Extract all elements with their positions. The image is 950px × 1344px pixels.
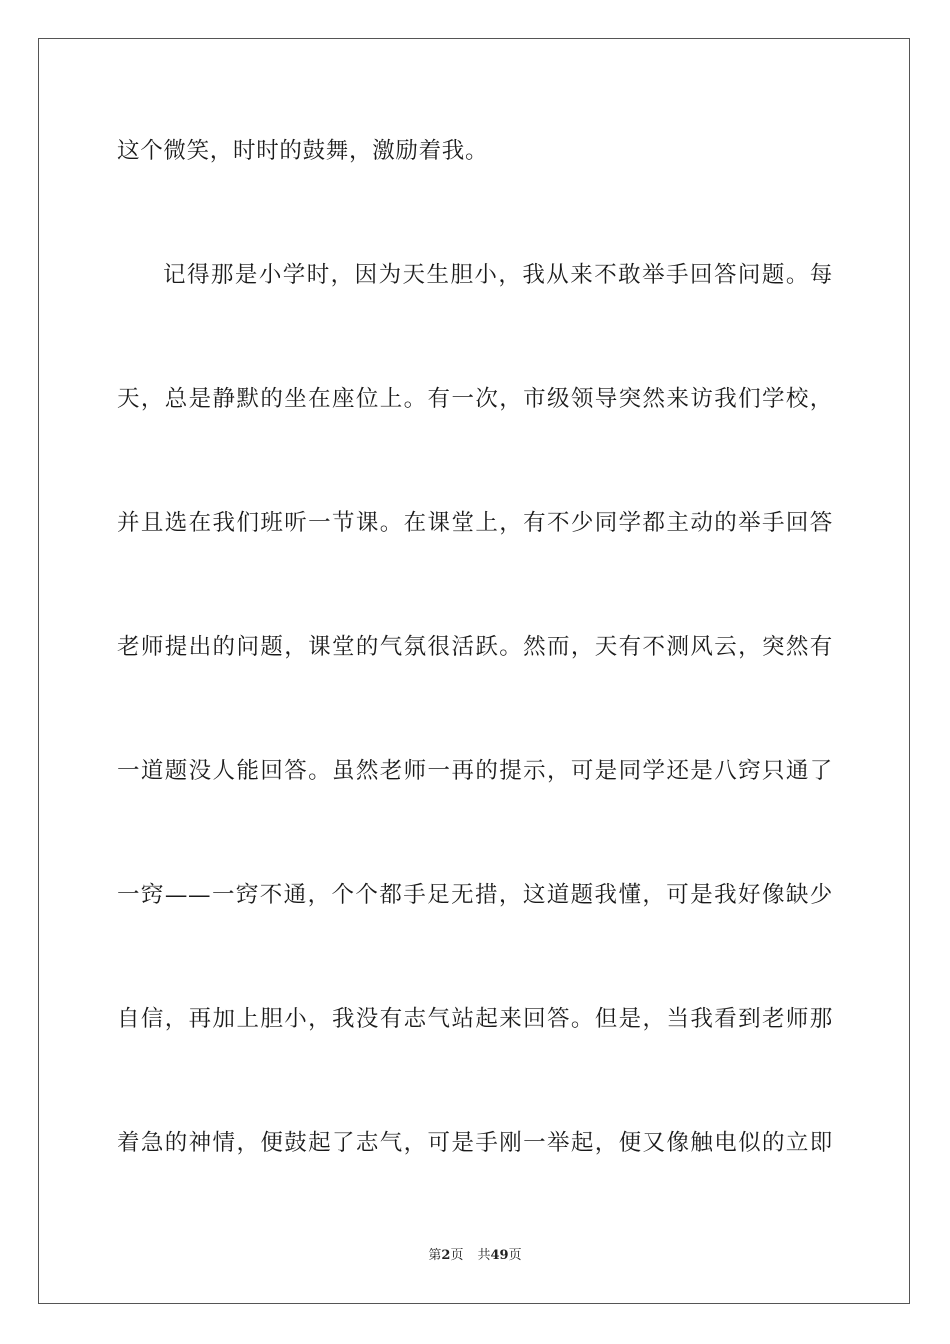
- text-line-1: 这个微笑，时时的鼓舞，激励着我。: [117, 138, 489, 164]
- page-prefix: 第: [428, 1248, 442, 1263]
- page-suffix: 页: [450, 1248, 464, 1263]
- page-border: [38, 38, 910, 1304]
- text-line-8: 自信，再加上胆小，我没有志气站起来回答。但是，当我看到老师那: [117, 1006, 833, 1032]
- page-number: 2: [441, 1248, 451, 1263]
- total-pages: 49: [490, 1248, 509, 1263]
- text-line-4: 并且选在我们班听一节课。在课堂上，有不少同学都主动的举手回答: [117, 510, 833, 536]
- page-footer: [0, 1247, 950, 1265]
- total-suffix: 页: [508, 1248, 522, 1263]
- text-line-7: 一窍——一窍不通，个个都手足无措，这道题我懂，可是我好像缺少: [117, 882, 833, 908]
- text-line-2: 记得那是小学时，因为天生胆小，我从来不敢举手回答问题。每: [163, 262, 833, 288]
- text-line-3: 天，总是静默的坐在座位上。有一次，市级领导突然来访我们学校，: [117, 386, 833, 412]
- text-line-5: 老师提出的问题，课堂的气氛很活跃。然而，天有不测风云，突然有: [117, 634, 833, 660]
- text-line-6: 一道题没人能回答。虽然老师一再的提示，可是同学还是八窍只通了: [117, 758, 833, 784]
- text-line-9: 着急的神情，便鼓起了志气，可是手刚一举起，便又像触电似的立即: [117, 1130, 833, 1156]
- total-prefix: 共: [477, 1248, 491, 1263]
